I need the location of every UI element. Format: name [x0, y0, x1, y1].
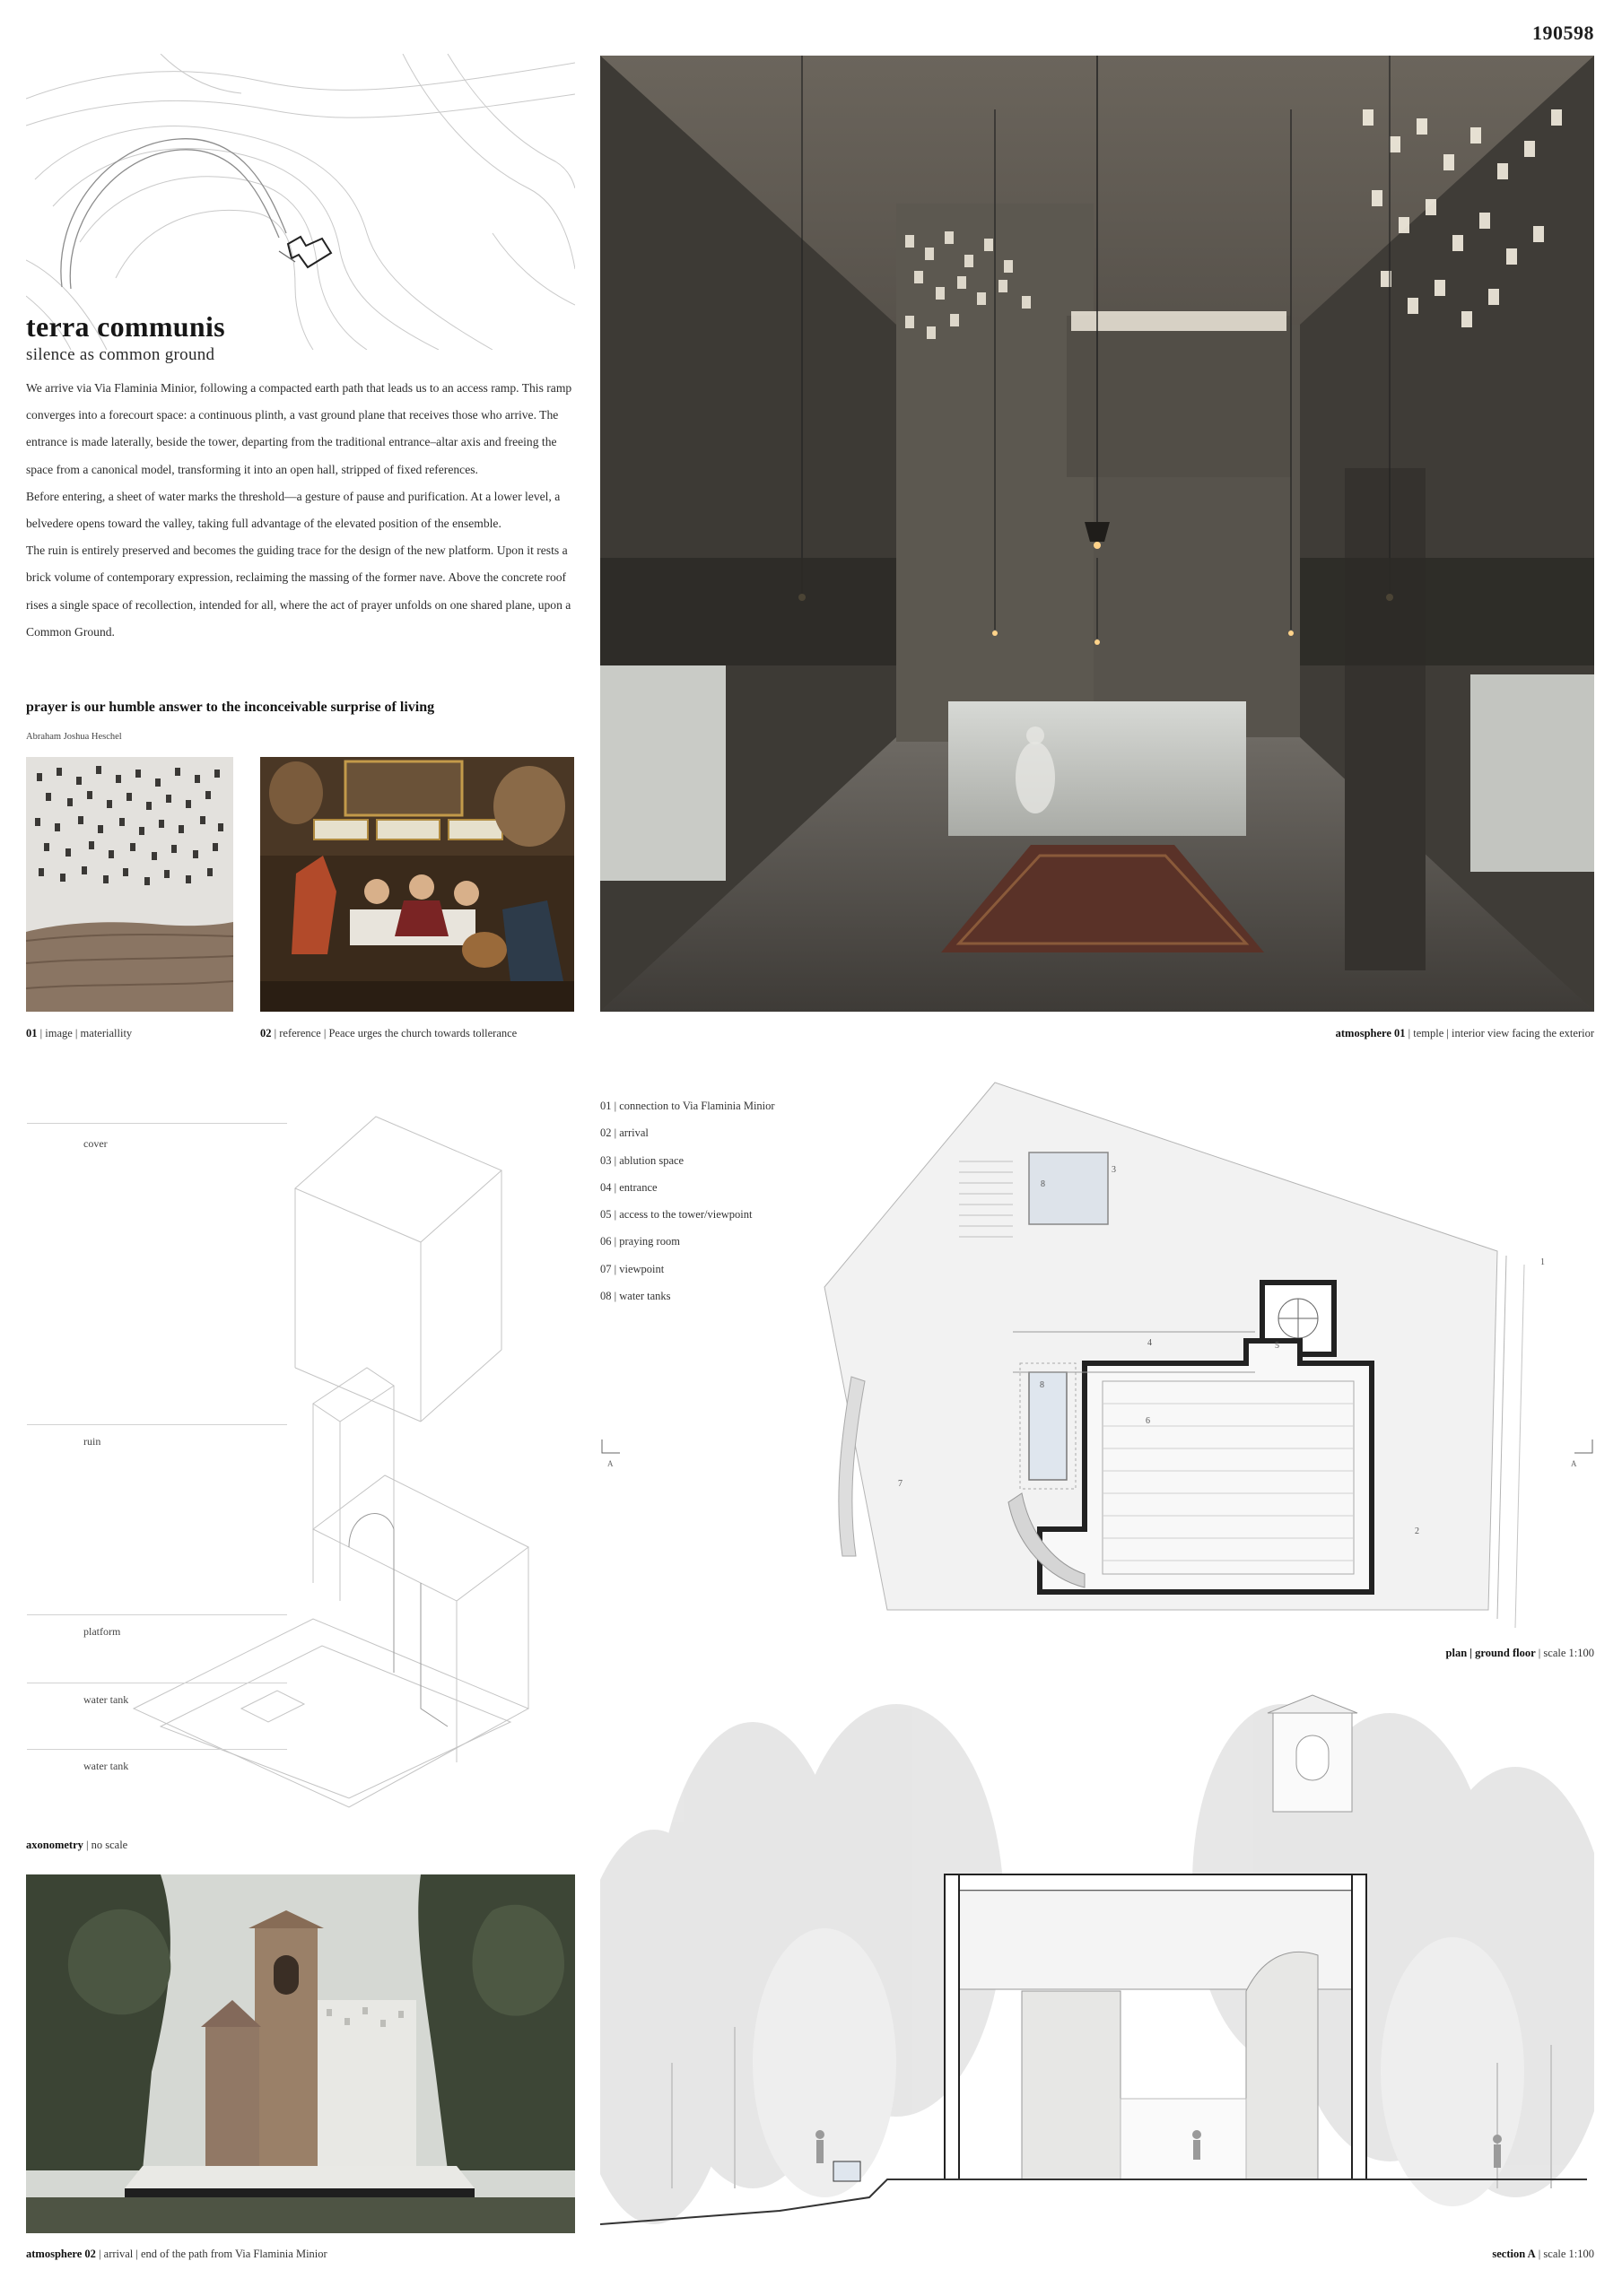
plan-number: 3 [1112, 1165, 1116, 1175]
site-map [26, 54, 575, 350]
section-mark-left: A [607, 1459, 614, 1468]
atmosphere-01-caption [1336, 1027, 1594, 1040]
project-code: 190598 [1532, 22, 1594, 44]
section-a-drawing [600, 1686, 1594, 2233]
reference-painting [260, 757, 574, 1012]
ground-floor-plan [600, 1072, 1594, 1646]
plan-number: 1 [1540, 1257, 1545, 1267]
legend-item: 05 | access to the tower/viewpoint [600, 1208, 753, 1222]
axo-label-water-tank: water tank [83, 1760, 129, 1772]
plan-number: 8 [1041, 1179, 1045, 1189]
legend-item: 07 | viewpoint [600, 1262, 665, 1275]
plan-number: 6 [1146, 1416, 1150, 1426]
section-mark-right: A [1571, 1459, 1577, 1468]
axo-label-cover: cover [83, 1137, 108, 1150]
section-caption [1492, 2248, 1594, 2261]
atmosphere-01-drawing [600, 56, 1594, 1012]
legend-item: 03 | ablution space [600, 1153, 685, 1167]
legend-item: 08 | water tanks [600, 1290, 671, 1303]
plan-number: 5 [1275, 1341, 1279, 1351]
axonometry-drawing [26, 1081, 575, 1825]
caption-text: | image | materiallity [37, 1027, 133, 1039]
ground-floor-plan-drawing [600, 1072, 1594, 1646]
atmosphere-02-drawing [26, 1874, 575, 2233]
plan-number: 4 [1147, 1338, 1152, 1348]
axo-guide-line [27, 1749, 287, 1750]
axo-label-platform: platform [83, 1625, 121, 1638]
caption-text: | reference | Peace urges the church towards tollerance [271, 1027, 518, 1039]
axo-label-water-tank: water tank [83, 1693, 129, 1706]
legend-item: 04 | entrance [600, 1180, 658, 1194]
legend-item: 02 | arrival [600, 1126, 649, 1140]
axo-guide-line [27, 1123, 287, 1124]
legend-item: 01 | connection to Via Flaminia Minior [600, 1100, 775, 1112]
caption-bold: atmosphere 01 [1335, 1027, 1406, 1039]
caption-text: | scale 1:100 [1535, 1647, 1594, 1659]
plan-number: 8 [1040, 1380, 1044, 1390]
legend-item: 06 | praying room [600, 1235, 680, 1248]
atmosphere-02-render [26, 1874, 575, 2233]
project-title: terra communis [26, 310, 225, 343]
quote-author: Abraham Joshua Heschel [26, 732, 122, 742]
materiality-drawing [26, 757, 233, 1012]
caption-bold: axonometry [26, 1839, 83, 1851]
caption-bold: atmosphere 02 [26, 2248, 96, 2260]
caption-bold: plan | ground floor [1445, 1647, 1536, 1659]
plan-number: 7 [898, 1479, 903, 1489]
project-description [26, 375, 575, 646]
quote: prayer is our humble answer to the inconceivable surprise of living [26, 700, 435, 715]
atmosphere-01-render [600, 56, 1594, 1012]
atmosphere-02-caption [26, 2248, 327, 2261]
description-paragraph: We arrive via Via Flaminia Minior, following a compacted earth path that leads us to an access ramp. This ramp converges into a forecourt space: a continuous plinth, a vast ground plane that receives those who arrive. The entrance is made laterally, beside the tower, departing from the traditional entrance–altar axis and freeing the space from a canonical model, transforming it into an open hall, stripped of fixed references. [26, 381, 572, 476]
caption-bold: 01 [26, 1027, 38, 1039]
description-paragraph: The ruin is entirely preserved and becomes the guiding trace for the design of the new platform. Upon it rests a brick volume of contemporary expression, reclaiming the massing of the former nave. Above the concrete roof rises a single space of recollection, intended for all, where the act of prayer unfolds on one shared plane, upon a Common Ground. [26, 544, 571, 639]
description-paragraph: Before entering, a sheet of water marks the threshold—a gesture of pause and purification. At a lower level, a belvedere opens toward the valley, taking full advantage of the elevated position of the ensemble. [26, 489, 561, 531]
section-a-lines [600, 1686, 1594, 2233]
caption-bold: section A [1492, 2248, 1536, 2260]
materiality-image [26, 757, 233, 1012]
axo-label-ruin: ruin [83, 1435, 101, 1448]
plan-caption [1446, 1647, 1594, 1660]
caption-bold: 02 [260, 1027, 272, 1039]
axonometry-lines [26, 1081, 575, 1825]
materiality-caption [26, 1027, 132, 1040]
caption-text: | temple | interior view facing the exterior [1405, 1027, 1594, 1039]
project-subtitle: silence as common ground [26, 345, 215, 364]
caption-text: | no scale [83, 1839, 128, 1851]
axo-guide-line [27, 1614, 287, 1615]
reference-caption [260, 1027, 517, 1040]
caption-text: | arrival | end of the path from Via Flaminia Minior [95, 2248, 327, 2260]
axo-guide-line [27, 1424, 287, 1425]
caption-text: | scale 1:100 [1535, 2248, 1594, 2260]
reference-painting-drawing [260, 757, 574, 1012]
axonometry-caption [26, 1839, 127, 1852]
plan-number: 2 [1415, 1526, 1419, 1536]
site-map-drawing [26, 54, 575, 350]
